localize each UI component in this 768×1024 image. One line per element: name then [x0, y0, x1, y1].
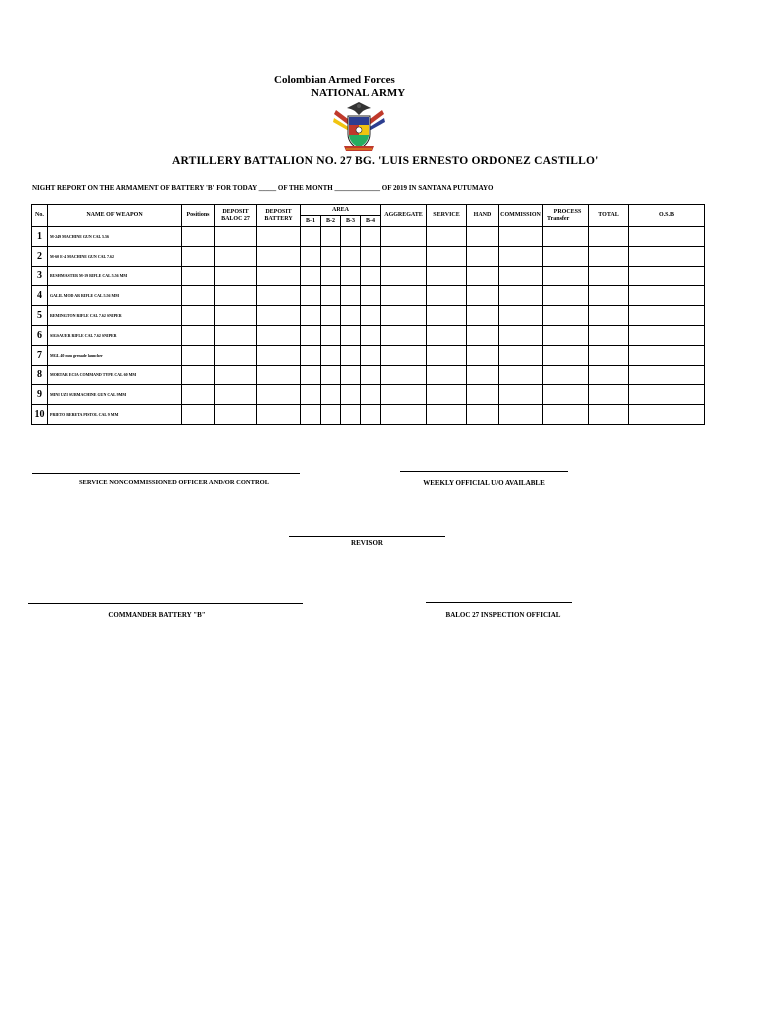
cell-deposit-baloc[interactable]	[215, 306, 257, 326]
cell-area-b4[interactable]	[361, 365, 381, 385]
header-process-line1: PROCESS	[553, 209, 582, 216]
table-row	[32, 306, 705, 326]
row-number: 10	[32, 405, 48, 425]
cell-osb[interactable]	[629, 365, 705, 385]
cell-positions[interactable]	[182, 246, 215, 266]
cell-deposit-battery[interactable]	[257, 227, 301, 247]
cell-osb[interactable]	[629, 227, 705, 247]
cell-area-b3[interactable]	[341, 405, 361, 425]
cell-area-b1[interactable]	[301, 227, 321, 247]
row-number: 6	[32, 325, 48, 345]
signature-label-weekly-official: WEEKLY OFFICIAL U/O AVAILABLE	[423, 479, 545, 487]
cell-commission[interactable]	[499, 306, 543, 326]
cell-total[interactable]	[589, 385, 629, 405]
cell-osb[interactable]	[629, 246, 705, 266]
cell-deposit-battery[interactable]	[257, 306, 301, 326]
cell-aggregate[interactable]	[381, 365, 427, 385]
cell-area-b3[interactable]	[341, 345, 361, 365]
cell-osb[interactable]	[629, 286, 705, 306]
cell-positions[interactable]	[182, 325, 215, 345]
cell-service[interactable]	[427, 286, 467, 306]
weapon-name: SIGSAUER RIFLE CAL 7.62 SNIPER	[48, 325, 182, 345]
cell-area-b1[interactable]	[301, 365, 321, 385]
header-area-b3: B-3	[341, 216, 361, 227]
header-deposit-battery-line2: BATTERY	[264, 215, 293, 222]
cell-deposit-baloc[interactable]	[215, 286, 257, 306]
cell-area-b1[interactable]	[301, 286, 321, 306]
table-row	[32, 227, 705, 247]
cell-deposit-battery[interactable]	[257, 286, 301, 306]
cell-process[interactable]	[543, 325, 589, 345]
signature-label-commander: COMMANDER BATTERY "B"	[108, 611, 206, 619]
cell-total[interactable]	[589, 227, 629, 247]
signature-label-revisor: REVISOR	[351, 539, 383, 547]
header-process-line2: Transfer	[547, 215, 570, 222]
cell-hand[interactable]	[467, 227, 499, 247]
weapon-name: BUSHMASTER M-19 RIFLE CAL 5.56 MM	[48, 266, 182, 286]
table-row	[32, 385, 705, 405]
signature-label-inspection: BALOC 27 INSPECTION OFFICIAL	[445, 611, 561, 619]
table-row	[32, 246, 705, 266]
cell-service[interactable]	[427, 385, 467, 405]
cell-hand[interactable]	[467, 365, 499, 385]
cell-deposit-baloc[interactable]	[215, 405, 257, 425]
cell-commission[interactable]	[499, 286, 543, 306]
cell-service[interactable]	[427, 345, 467, 365]
cell-osb[interactable]	[629, 405, 705, 425]
cell-area-b4[interactable]	[361, 306, 381, 326]
header-positions: Positions	[182, 205, 215, 227]
cell-area-b3[interactable]	[341, 227, 361, 247]
cell-deposit-battery[interactable]	[257, 385, 301, 405]
cell-service[interactable]	[427, 325, 467, 345]
cell-commission[interactable]	[499, 345, 543, 365]
cell-process[interactable]	[543, 405, 589, 425]
cell-area-b4[interactable]	[361, 385, 381, 405]
cell-process[interactable]	[543, 286, 589, 306]
cell-aggregate[interactable]	[381, 227, 427, 247]
cell-area-b4[interactable]	[361, 325, 381, 345]
cell-total[interactable]	[589, 325, 629, 345]
cell-area-b2[interactable]	[321, 385, 341, 405]
header-service: SERVICE	[427, 205, 467, 227]
cell-area-b3[interactable]	[341, 325, 361, 345]
cell-total[interactable]	[589, 345, 629, 365]
signature-line-inspection	[426, 602, 572, 603]
army-crest-icon	[330, 100, 388, 154]
cell-area-b3[interactable]	[341, 306, 361, 326]
row-number: 3	[32, 266, 48, 286]
row-number: 1	[32, 227, 48, 247]
cell-commission[interactable]	[499, 385, 543, 405]
cell-area-b2[interactable]	[321, 227, 341, 247]
header-deposit-baloc-line2: BALOC 27	[221, 215, 250, 222]
cell-area-b4[interactable]	[361, 227, 381, 247]
cell-deposit-baloc[interactable]	[215, 325, 257, 345]
cell-deposit-battery[interactable]	[257, 405, 301, 425]
cell-osb[interactable]	[629, 325, 705, 345]
cell-area-b4[interactable]	[361, 286, 381, 306]
weapon-name: M-249 MACHINE GUN CAL 5.56	[48, 227, 182, 247]
cell-area-b1[interactable]	[301, 325, 321, 345]
header-osb: O.S.B	[629, 205, 705, 227]
cell-deposit-baloc[interactable]	[215, 345, 257, 365]
cell-area-b3[interactable]	[341, 246, 361, 266]
cell-hand[interactable]	[467, 405, 499, 425]
row-number: 9	[32, 385, 48, 405]
table-row	[32, 365, 705, 385]
cell-commission[interactable]	[499, 246, 543, 266]
signature-line-commander	[28, 603, 303, 604]
cell-total[interactable]	[589, 365, 629, 385]
cell-deposit-baloc[interactable]	[215, 365, 257, 385]
cell-process[interactable]	[543, 266, 589, 286]
cell-positions[interactable]	[182, 266, 215, 286]
weapon-name: MGL 40 mm grenade launcher	[48, 345, 182, 365]
header-aggregate: AGGREGATE	[381, 205, 427, 227]
cell-deposit-battery[interactable]	[257, 246, 301, 266]
table-row	[32, 266, 705, 286]
cell-area-b1[interactable]	[301, 345, 321, 365]
cell-area-b2[interactable]	[321, 306, 341, 326]
cell-deposit-battery[interactable]	[257, 365, 301, 385]
cell-positions[interactable]	[182, 365, 215, 385]
cell-area-b3[interactable]	[341, 365, 361, 385]
cell-hand[interactable]	[467, 325, 499, 345]
cell-area-b1[interactable]	[301, 385, 321, 405]
weapon-name: M-60 E-4 MACHINE GUN CAL 7.62	[48, 246, 182, 266]
weapon-name: GALIL MOD AR RIFLE CAL 5.56 MM	[48, 286, 182, 306]
cell-area-b1[interactable]	[301, 246, 321, 266]
cell-area-b4[interactable]	[361, 345, 381, 365]
row-number: 5	[32, 306, 48, 326]
cell-osb[interactable]	[629, 345, 705, 365]
cell-hand[interactable]	[467, 385, 499, 405]
cell-commission[interactable]	[499, 227, 543, 247]
header-deposit-baloc-line1: DEPOSIT	[222, 208, 249, 215]
battalion-title-text: ARTILLERY BATTALION NO. 27 BG. 'LUIS ERNESTO ORDONEZ CASTILLO'	[172, 155, 599, 167]
cell-aggregate[interactable]	[381, 325, 427, 345]
header-area-b1: B-1	[301, 216, 321, 227]
cell-area-b3[interactable]	[341, 385, 361, 405]
armament-table	[31, 204, 705, 425]
cell-aggregate[interactable]	[381, 405, 427, 425]
org-name: Colombian Armed Forces	[274, 74, 395, 86]
row-number: 4	[32, 286, 48, 306]
army-name: NATIONAL ARMY	[311, 87, 406, 99]
cell-service[interactable]	[427, 227, 467, 247]
header-total: TOTAL	[589, 205, 629, 227]
cell-area-b1[interactable]	[301, 306, 321, 326]
cell-process[interactable]	[543, 306, 589, 326]
cell-deposit-baloc[interactable]	[215, 246, 257, 266]
cell-area-b2[interactable]	[321, 325, 341, 345]
header-deposit-battery-line1: DEPOSIT	[265, 208, 292, 215]
cell-positions[interactable]	[182, 385, 215, 405]
header-deposit-baloc	[215, 205, 257, 227]
cell-process[interactable]	[543, 345, 589, 365]
header-area-b4: B-4	[361, 216, 381, 227]
signature-line-service-nco	[32, 473, 300, 474]
cell-area-b2[interactable]	[321, 405, 341, 425]
cell-total[interactable]	[589, 405, 629, 425]
weapon-name: MINI UZI SUBMACHINE GUN CAL 9MM	[48, 385, 182, 405]
header-no: No.	[32, 205, 48, 227]
cell-area-b1[interactable]	[301, 405, 321, 425]
signature-line-revisor	[289, 536, 445, 537]
header-area: AREA	[301, 205, 381, 216]
cell-hand[interactable]	[467, 286, 499, 306]
cell-commission[interactable]	[499, 325, 543, 345]
cell-deposit-battery[interactable]	[257, 345, 301, 365]
signature-label-service-nco: SERVICE NONCOMMISSIONED OFFICER AND/OR CONTROL	[78, 479, 270, 486]
header-hand: HAND	[467, 205, 499, 227]
cell-area-b4[interactable]	[361, 266, 381, 286]
cell-aggregate[interactable]	[381, 385, 427, 405]
signature-line-weekly-official	[400, 471, 568, 472]
table-row	[32, 345, 705, 365]
cell-process[interactable]	[543, 385, 589, 405]
armament-table-body	[32, 227, 705, 425]
cell-service[interactable]	[427, 405, 467, 425]
cell-deposit-baloc[interactable]	[215, 385, 257, 405]
cell-process[interactable]	[543, 246, 589, 266]
cell-commission[interactable]	[499, 266, 543, 286]
cell-deposit-baloc[interactable]	[215, 227, 257, 247]
report-description: NIGHT REPORT ON THE ARMAMENT OF BATTERY 'B' FOR TODAY _____ OF THE MONTH _____________ OF 2019 IN SANTANA PUTUMAYO	[32, 184, 494, 192]
header-commission: COMMISSION	[499, 205, 543, 227]
cell-process[interactable]	[543, 365, 589, 385]
cell-osb[interactable]	[629, 266, 705, 286]
cell-area-b4[interactable]	[361, 405, 381, 425]
cell-commission[interactable]	[499, 405, 543, 425]
cell-commission[interactable]	[499, 365, 543, 385]
cell-total[interactable]	[589, 286, 629, 306]
cell-area-b2[interactable]	[321, 345, 341, 365]
cell-service[interactable]	[427, 246, 467, 266]
cell-aggregate[interactable]	[381, 266, 427, 286]
cell-total[interactable]	[589, 246, 629, 266]
cell-service[interactable]	[427, 306, 467, 326]
table-row	[32, 405, 705, 425]
row-number: 2	[32, 246, 48, 266]
cell-positions[interactable]	[182, 227, 215, 247]
header-area-b2: B-2	[321, 216, 341, 227]
cell-deposit-baloc[interactable]	[215, 266, 257, 286]
cell-area-b2[interactable]	[321, 286, 341, 306]
cell-hand[interactable]	[467, 306, 499, 326]
cell-deposit-battery[interactable]	[257, 325, 301, 345]
row-number: 8	[32, 365, 48, 385]
table-row	[32, 286, 705, 306]
header-process	[543, 205, 589, 227]
cell-hand[interactable]	[467, 246, 499, 266]
cell-area-b1[interactable]	[301, 266, 321, 286]
cell-deposit-battery[interactable]	[257, 266, 301, 286]
cell-positions[interactable]	[182, 306, 215, 326]
cell-total[interactable]	[589, 266, 629, 286]
weapon-name: PRIETO BERETA PISTOL CAL 9 MM	[48, 405, 182, 425]
cell-area-b3[interactable]	[341, 286, 361, 306]
cell-total[interactable]	[589, 306, 629, 326]
cell-area-b3[interactable]	[341, 266, 361, 286]
cell-positions[interactable]	[182, 286, 215, 306]
cell-osb[interactable]	[629, 385, 705, 405]
table-row	[32, 325, 705, 345]
cell-aggregate[interactable]	[381, 246, 427, 266]
cell-positions[interactable]	[182, 405, 215, 425]
cell-positions[interactable]	[182, 345, 215, 365]
cell-service[interactable]	[427, 266, 467, 286]
header-weapon-name: NAME OF WEAPON	[48, 205, 182, 227]
cell-hand[interactable]	[467, 345, 499, 365]
cell-area-b2[interactable]	[321, 246, 341, 266]
cell-aggregate[interactable]	[381, 345, 427, 365]
cell-area-b2[interactable]	[321, 266, 341, 286]
cell-hand[interactable]	[467, 266, 499, 286]
row-number: 7	[32, 345, 48, 365]
weapon-name: REMINGTON RIFLE CAL 7.62 SNIPER	[48, 306, 182, 326]
header-deposit-battery	[257, 205, 301, 227]
cell-osb[interactable]	[629, 306, 705, 326]
cell-aggregate[interactable]	[381, 306, 427, 326]
cell-area-b2[interactable]	[321, 365, 341, 385]
weapon-name: MORTAR ECIA COMMAND TYPE CAL 60 MM	[48, 365, 182, 385]
cell-process[interactable]	[543, 227, 589, 247]
cell-aggregate[interactable]	[381, 286, 427, 306]
cell-service[interactable]	[427, 365, 467, 385]
cell-area-b4[interactable]	[361, 246, 381, 266]
